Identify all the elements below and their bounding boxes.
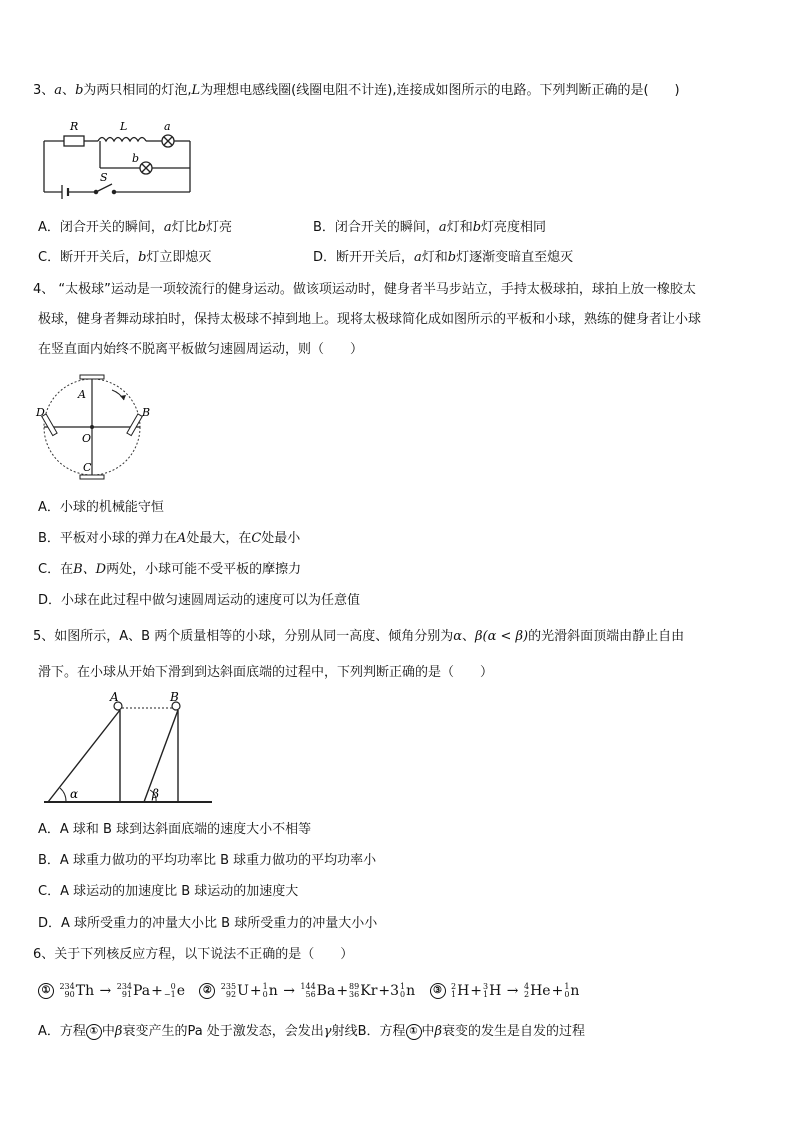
q4-stem-line1: 4、 “太极球”运动是一项较流行的健身运动。做该项运动时，健身者半马步站立，手持太极球拍，球拍上放一橡胶太 xyxy=(33,282,696,297)
q3-circuit-diagram xyxy=(38,116,198,200)
lamp-a-label: a xyxy=(164,120,171,133)
q5-stem-line1: 5、如图所示，A、B 两个质量相等的小球，分别从同一高度、倾角分别为α、β(α < β)的光滑斜面顶端由静止自由 xyxy=(33,629,685,644)
q5-incline-diagram xyxy=(40,692,216,810)
angle-beta-label: β xyxy=(152,787,159,801)
q5-option-a: A．A 球和 B 球到达斜面底端的速度大小不相等 xyxy=(38,822,312,837)
circled-one-marker: ① xyxy=(38,983,54,999)
q3-stem: 3、a、b为两只相同的灯泡,L为理想电感线圈(线圈电阻不计连),连接成如图所示的电路。下列判断正确的是( ) xyxy=(33,83,680,98)
q4-taiji-ball-diagram xyxy=(34,372,162,482)
point-B-label: B xyxy=(142,406,151,419)
q3-option-a: A．闭合开关的瞬间，a灯比b灯亮 xyxy=(38,220,233,235)
q6-option-a-b: A．方程 ① 中β衰变产生的Pa 处于激发态，会发出γ射线B．方程 ① 中β衰变的发生是自发的过程 xyxy=(38,1024,586,1039)
resistor-label: R xyxy=(70,120,79,133)
point-O-label: O xyxy=(82,432,92,445)
ball-B-label: B xyxy=(170,692,179,704)
lamp-b-label: b xyxy=(132,152,140,165)
point-C-label: C xyxy=(83,461,92,474)
q3-option-c: C．断开开关后，b灯立即熄灭 xyxy=(38,250,212,265)
q6-equations: ① 234 90 Th → 234 91 Pa + 0 −1 e ② 235 92 U + 1 0 n → 144 56 Ba + 89 36 Kr +3 1 0 n ③ 2 1 H + 3 1 H → 4 2 He + 1 0 n xyxy=(38,980,580,1002)
q4-option-a: A．小球的机械能守恒 xyxy=(38,500,164,515)
q6-stem: 6、关于下列核反应方程，以下说法不正确的是（ ） xyxy=(33,947,354,962)
inductor-label: L xyxy=(120,120,128,133)
q4-stem-line3: 在竖直面内始终不脱离平板做匀速圆周运动，则（ ） xyxy=(38,342,364,357)
q4-option-b: B．平板对小球的弹力在A处最大，在C处最小 xyxy=(38,531,301,546)
q5-option-b: B．A 球重力做功的平均功率比 B 球重力做功的平均功率小 xyxy=(38,853,377,868)
point-A-label: A xyxy=(78,388,86,401)
q4-stem-line2: 极球，健身者舞动球拍时，保持太极球不掉到地上。现将太极球简化成如图所示的平板和小球，熟练的健身者让小球 xyxy=(38,312,702,327)
ball-A-label: A xyxy=(110,692,119,704)
q4-option-c: C．在B、D两处，小球可能不受平板的摩擦力 xyxy=(38,562,302,577)
q3-option-d: D．断开开关后，a灯和b灯逐渐变暗直至熄灭 xyxy=(313,250,574,265)
point-D-label: D xyxy=(36,406,45,419)
q3-option-b: B．闭合开关的瞬间，a灯和b灯亮度相同 xyxy=(313,220,547,235)
switch-label: S xyxy=(100,171,108,184)
q5-stem-line2: 滑下。在小球从开始下滑到到达斜面底端的过程中，下列判断正确的是（ ） xyxy=(38,665,494,680)
q5-option-d: D．A 球所受重力的冲量大小比 B 球所受重力的冲量大小小 xyxy=(38,916,378,931)
q3-number: 3、 xyxy=(33,83,55,98)
angle-alpha-label: α xyxy=(70,787,79,801)
circled-three-marker: ③ xyxy=(430,983,446,999)
circled-two-marker: ② xyxy=(199,983,215,999)
q5-option-c: C．A 球运动的加速度比 B 球运动的加速度大 xyxy=(38,884,299,899)
q4-option-d: D．小球在此过程中做匀速圆周运动的速度可以为任意值 xyxy=(38,593,361,608)
